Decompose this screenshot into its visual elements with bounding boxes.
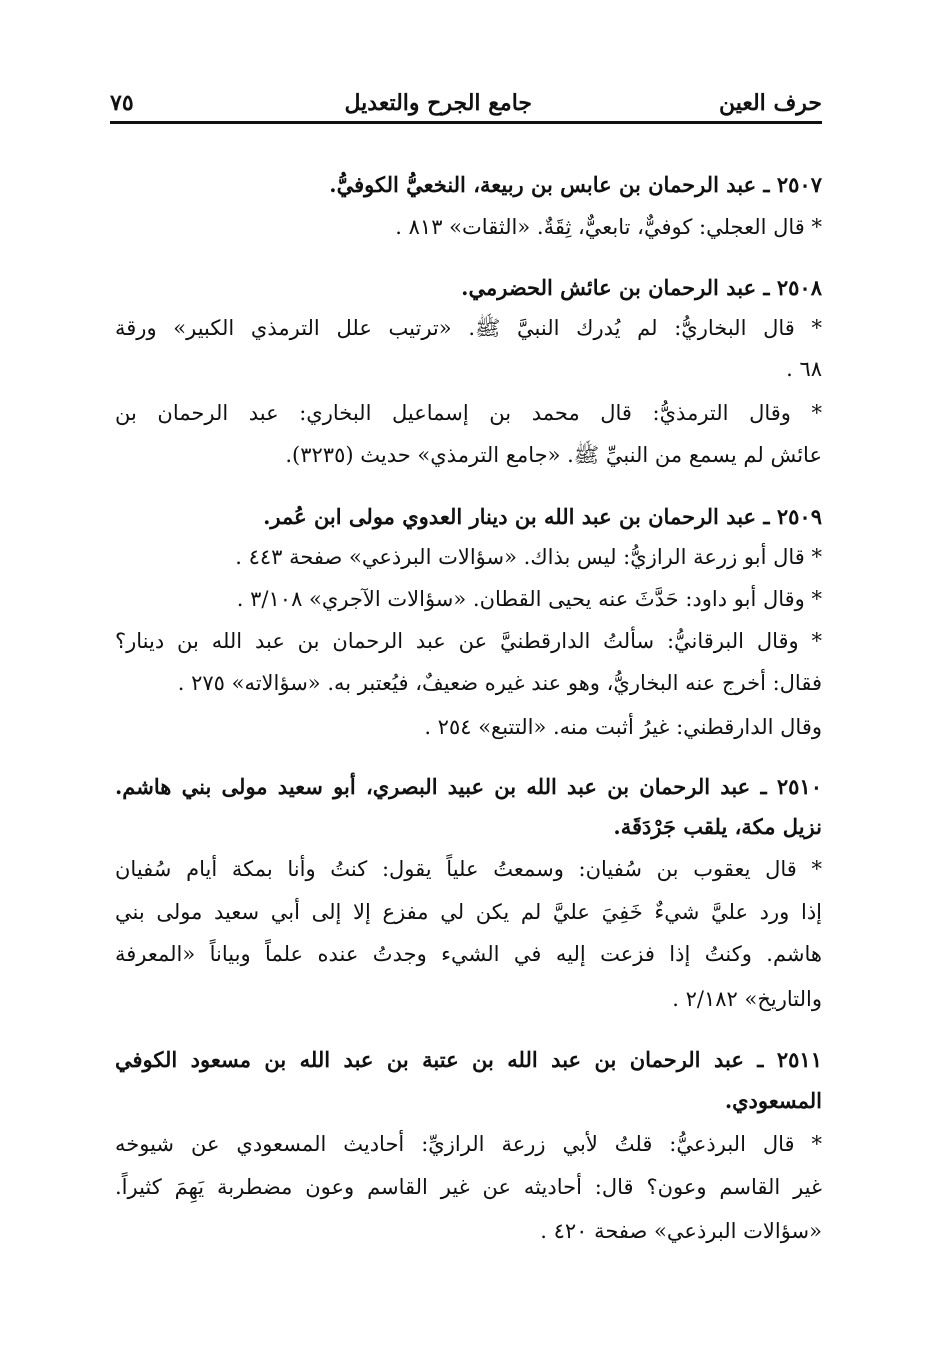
entry-text-line: * قال البخاريُّ: لم يُدرك النبيَّ ﷺ. «ترتيب علل الترمذي الكبير» ورقة <box>115 316 822 340</box>
entry-text-line: * قال يعقوب بن سُفيان: وسمعتُ علياً يقول: كنتُ وأنا بمكة أيام سُفيان <box>115 857 822 881</box>
entry-text-line: والتاريخ» ٢/١٨٢ . <box>672 987 822 1011</box>
entry-text-line: عائش لم يسمع من النبيِّ ﷺ. «جامع الترمذي» حديث (٣٢٣٥). <box>285 443 822 467</box>
entry-text-line: * وقال الترمذيُّ: قال محمد بن إسماعيل البخاري: عبد الرحمان بن <box>115 401 822 425</box>
entry-text-line: فقال: أخرج عنه البخاريُّ، وهو عند غيره ضعيفٌ، فيُعتبر به. «سؤالاته» ٢٧٥ . <box>177 671 822 695</box>
entry-heading-2507: ٢٥٠٧ ـ عبد الرحمان بن عابس بن ربيعة، النخعيُّ الكوفيُّ. <box>329 172 822 197</box>
section-title: حرف العين <box>718 90 822 116</box>
entry-text-line: * قال العجلي: كوفيٌّ، تابعيٌّ، ثِقَةٌ. «الثقات» ٨١٣ . <box>395 215 822 239</box>
entry-heading-2509: ٢٥٠٩ ـ عبد الرحمان بن عبد الله بن دينار العدوي مولى ابن عُمر. <box>263 504 822 529</box>
entry-heading-2511-cont: المسعودي. <box>724 1088 822 1113</box>
entry-text-line: * قال أبو زرعة الرازيُّ: ليس بذاك. «سؤالات البرذعي» صفحة ٤٤٣ . <box>235 545 822 569</box>
entry-text-line: * وقال البرقانيُّ: سألتُ الدارقطنيَّ عن عبد الرحمان بن عبد الله بن دينار؟ <box>115 629 822 653</box>
entry-heading-2508: ٢٥٠٨ ـ عبد الرحمان بن عائش الحضرمي. <box>461 275 822 300</box>
page-number: ٧٥ <box>110 90 134 116</box>
entry-heading-2510: ٢٥١٠ ـ عبد الرحمان بن عبد الله بن عبيد البصري، أبو سعيد مولى بني هاشم. <box>115 774 822 799</box>
entry-text-line: «سؤالات البرذعي» صفحة ٤٢٠ . <box>540 1219 822 1243</box>
entry-heading-2511: ٢٥١١ ـ عبد الرحمان بن عبد الله بن عتبة بن عبد الله بن مسعود الكوفي <box>115 1047 822 1072</box>
entry-text-line: إذا ورد عليَّ شيءٌ خَفِيَ عليَّ لم يكن لي مفزع إلا إلى أبي سعيد مولى بني <box>115 900 822 924</box>
header-rule <box>110 121 822 124</box>
entry-text-line: * قال البرذعيُّ: قلتُ لأبي زرعة الرازيِّ: أحاديث المسعودي عن شيوخه <box>115 1132 822 1156</box>
entry-text-line: ٦٨ . <box>786 357 822 381</box>
book-title: جامع الجرح والتعديل <box>344 90 532 116</box>
running-header <box>110 88 822 118</box>
entry-heading-2510-cont: نزيل مكة، يلقب جَرْدَقَة. <box>613 814 822 839</box>
entry-text-line: * وقال أبو داود: حَدَّثَ عنه يحيى القطان. «سؤالات الآجري» ٣/١٠٨ . <box>236 587 822 611</box>
entry-text-line: وقال الدارقطني: غيرُ أثبت منه. «التتبع» ٢٥٤ . <box>424 715 822 739</box>
entry-text-line: غير القاسم وعون؟ قال: أحاديثه عن غير القاسم وعون مضطربة يَهِمَ كثيراً. <box>115 1175 822 1199</box>
entry-text-line: هاشم. وكنتُ إذا فزعت إليه في الشيء وجدتُ عنده علماً وبياناً «المعرفة <box>115 942 822 966</box>
